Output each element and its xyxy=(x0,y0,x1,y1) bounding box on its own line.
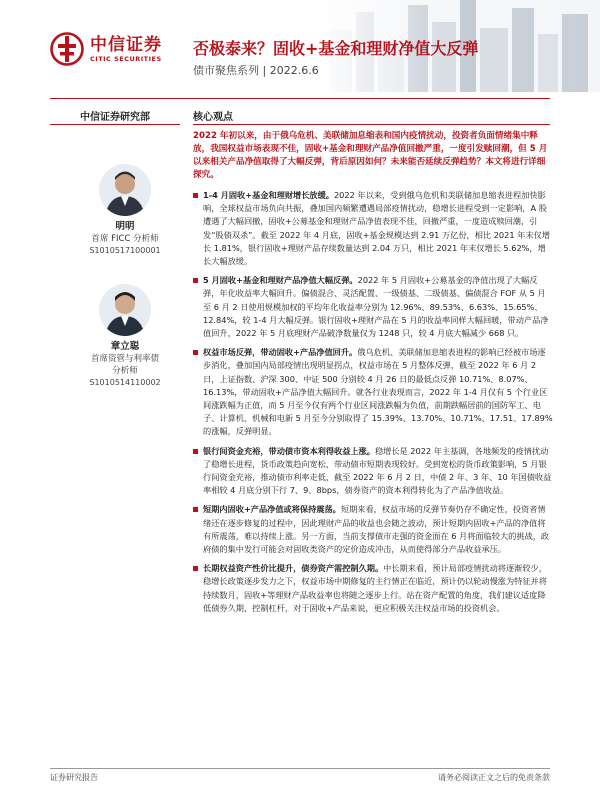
main-divider xyxy=(193,124,550,125)
analyst-name: 明明 xyxy=(115,221,135,232)
analyst-cert: S1010514110002 xyxy=(89,378,161,387)
viewpoint-item xyxy=(193,445,553,498)
footer-report-type: 证券研究报告 xyxy=(50,773,98,782)
analyst-card xyxy=(50,164,200,257)
avatar xyxy=(99,284,151,336)
viewpoint-body: 俄乌危机、美联储加息缩表进程的影响已经被市场逐步消化，叠加国内局部疫情出现明显拐点，权益市场在 5 月整体反弹，截至 2022 年 6 月 2 日，上证指数、沪深 300、中证 500 分别较 4 月 26 日的最低点反弹 10.71%、8.07%、16.13%，带动固收+产品净值大幅回升。就各行业表现而言，2022 年 1-4 月仅有 5 个行业区间涨跌幅为正值，而 5 月至今仅有两个行业区间涨跌幅为负值，前期跌幅居前的国防军工、电子、计算机、机械和电新 5 月至今分别取得了 15.39%、13.70%、10.71%、17.51、17.89% 的涨幅，反弹明显。 xyxy=(203,347,553,437)
bullet-square-icon xyxy=(193,278,198,283)
bullet-square-icon xyxy=(193,566,198,571)
viewpoint-body: 稳增长是 2022 年主基调，各地频发的疫情扰动了稳增长进程，货币政策趋向宽松，带动债市短期表现较好。受到宽松的货币政策影响，5 月银行间资金充裕，推动债市利率走低，截至 2022 年 6 月 2 日，中债 2 年、3 年、10 年国债收益率相较 4 月底分别下行 7、9、8bps，债券资产的资本利得转化为了产品净值收益。 xyxy=(203,445,552,496)
core-views-heading: 核心观点 xyxy=(193,112,233,123)
sidebar-divider xyxy=(50,124,180,125)
analyst-name: 章立聪 xyxy=(110,341,140,352)
report-title: 否极泰来？固收+基金和理财净值大反弹 xyxy=(193,39,479,58)
viewpoint-item xyxy=(193,503,553,556)
analyst-role: 首席 FICC 分析师 xyxy=(91,234,159,244)
report-header xyxy=(0,0,600,92)
research-dept-heading: 中信证券研究部 xyxy=(80,112,150,123)
viewpoint-item xyxy=(193,562,553,615)
citic-emblem-icon xyxy=(50,32,84,66)
bullet-square-icon xyxy=(193,193,198,198)
footer-disclaimer: 请务必阅读正文之后的免责条款 xyxy=(438,773,550,782)
header-divider xyxy=(50,98,550,99)
summary-paragraph: 2022 年初以来，由于俄乌危机、美联储加息缩表和国内疫情扰动，投资者负面情绪集中释放，我国权益市场表现不佳，固收+基金和理财产品净值回撤严重，一度引发赎回潮，但 5 月以来相关产品净值取得了大幅反弹，背后原因如何？未来能否延续反弹趋势？本文将进行详细探究。 xyxy=(193,131,548,180)
analyst-role-cont: 分析师 xyxy=(112,366,138,376)
report-series: 债市聚焦系列 xyxy=(193,64,259,77)
viewpoint-body: 2022 年 5 月固收+公募基金的净值出现了大幅反弹，年化收益率大幅回升。偏债混合、灵活配置、一级债基、二级债基、偏债混合 FOF 从 5 月至 6 月 2 日使用规模加权的平均年化收益率分别为 12.96%、89.53%、6.63%、15.65%、12.84%，较 1-4 月大幅反弹。银行固收+理财产品在 5 月的收益率同样大幅回暖，带动产品净值回升，2022 年 5 月底理财产品破净数量仅为 1248 只，较 4 月底大幅减少 668 只。 xyxy=(203,275,549,339)
analyst-card xyxy=(50,284,200,389)
viewpoint-body: 短期来看，权益市场的反弹节奏仍存不确定性，投资者情绪还在逐步修复的过程中，因此理财产品的收益也会随之波动，预计短期内固收+产品的净值将有所震荡，难以持续上涨。另一方面，当前支撑债市走强的资金面在 6 月将面临较大的挑战，政府债的集中发行可能会对固收类资产的定价造成冲击，从而使得部分产品收益承压。 xyxy=(203,504,550,555)
bullet-square-icon xyxy=(193,350,198,355)
viewpoint-item xyxy=(193,274,553,340)
footer-divider xyxy=(50,768,550,769)
separator: | xyxy=(262,64,270,77)
series-and-date xyxy=(193,62,319,78)
viewpoint-item xyxy=(193,346,553,438)
viewpoint-lead: 5 月固收+基金和理财产品净值大幅反弹。 xyxy=(203,275,358,286)
brand-name-en: CITIC SECURITIES xyxy=(90,54,162,63)
viewpoint-lead: 1-4 月固收+基金和理财增长放缓。 xyxy=(203,190,334,200)
report-date: 2022.6.6 xyxy=(269,64,319,77)
bullet-square-icon xyxy=(193,449,198,454)
viewpoint-lead: 长期权益资产性价比提升，债券资产需控制久期。 xyxy=(203,563,384,574)
bullet-square-icon xyxy=(193,507,198,512)
analyst-cert: S1010517100001 xyxy=(89,246,161,255)
brand-name-cn: 中信证券 xyxy=(90,34,162,55)
person-photo-icon xyxy=(99,284,151,336)
avatar xyxy=(99,164,151,216)
viewpoint-lead: 权益市场反弹，带动固收+产品净值回升。 xyxy=(203,347,358,358)
viewpoint-lead: 短期内固收+产品净值或将保持震荡。 xyxy=(203,504,341,515)
citic-logo xyxy=(50,32,162,66)
person-photo-icon xyxy=(99,164,151,216)
viewpoint-body: 2022 年以来，受到俄乌危机和美联储加息缩表进程加快影响，全球权益市场负向共振，叠加国内频繁遭遇局部疫情扰动，稳增长进程受到一定影响，A 股遭遇了大幅回撤，固收+公募基金和理财产品净值表现不佳，回撤严重，一度造成赎回潮，引发“股债双杀”。截至 2022 年 4 月底，固收+基金规模达到 2.91 万亿份，相比 2021 年末仅增长 1.81%，银行固收+理财产品存续数量达到 2.04 万只，相比 2021 年末仅增长 5.62%，增长大幅放缓。 xyxy=(203,190,550,267)
viewpoint-body: 中长期来看，预计局部疫情扰动将逐渐较少，稳增长政策逐步发力之下，权益市场中期修复的主行情正在临近，预计仍以轮动慢涨为特征并将持续数月，固收+等理财产品收益率也将随之逐步上行。站在资产配置的角度，我们建议适度降低债券久期，控制杠杆，对于固收+产品来说，更应积极关注权益市场的投资机会。 xyxy=(203,563,547,613)
viewpoint-lead: 银行间资金充裕，带动债市资本利得收益上涨。 xyxy=(203,445,375,456)
analyst-role: 首席资管与利率债 xyxy=(90,354,159,364)
core-views-body xyxy=(193,130,553,621)
viewpoint-item xyxy=(193,189,553,268)
